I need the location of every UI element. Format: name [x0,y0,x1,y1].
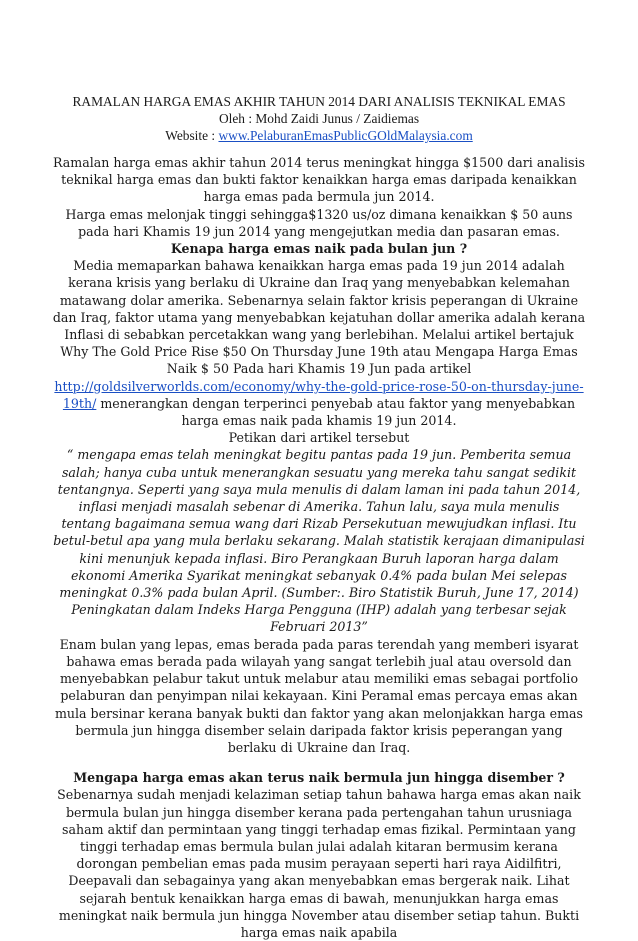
quoted-excerpt: “ mengapa emas telah meningkat begitu pantas pada 19 jun. Pemberita semua salah; hanya cuba untuk menerangkan sesuatu yang mereka tahu sangat sedikit tentangnya. Seperti yang saya mula menulis di dalam laman ini pada tahun 2014, inflasi menjadi masalah sebenar di Amerika. Tahun lalu, saya mula menulis tentang bagaimana semua wang dari Rizab Persekutuan mewujudkan inflasi. Itu betul-betul apa yang mula berlaku sekarang. Malah statistik kerajaan dimanipulasi kini menunjuk kepada inflasi. Biro Perangkaan Buruh laporan harga dalam ekonomi Amerika Syarikat meningkat sebanyak 0.4% pada bulan Mei selepas meningkat 0.3% pada bulan April. (Sumber:. Biro Statistik Buruh, June 17, 2014) Peningkatan dalam Indeks Harga Pengguna (IHP) adalah yang terbesar sejak Februari 2013” [53,447,585,635]
website-label: Website : [165,128,219,143]
body-paragraph-1 [52,257,586,429]
article-link[interactable]: http://goldsilverworlds.com/economy/why-the-gold-price-rose-50-on-thursday-june-19th/ [54,378,584,411]
author-line: Oleh : Mohd Zaidi Junus / Zaidiemas [218,111,420,126]
document-title: RAMALAN HARGA EMAS AKHIR TAHUN 2014 DARI ANALISIS TEKNIKAL EMAS [72,94,566,109]
body-1-text-before-link: Media memaparkan bahawa kenaikkan harga emas pada 19 jun 2014 adalah kerana krisis yang berlaku di Ukraine dan Iraq yang menyebabkan kelemahan matawang dolar amerika. Sebenarnya selain faktor krisis peperangan di Ukraine dan Iraq, faktor utama yang menyebabkan kejatuhan dollar amerika adalah kerana Inflasi di sebabkan percetakkan wang yang berlebihan. Melalui artikel bertajuk Why The Gold Price Rise $50 On Thursday June 19th atau Mengapa Harga Emas Naik $ 50 Pada hari Khamis 19 Jun pada artikel [52,258,586,377]
body-paragraph-3: Sebenarnya sudah menjadi kelaziman setiap tahun bahawa harga emas akan naik bermula bulan jun hingga disember kerana pada pertengahan tahun urusniaga saham aktif dan permintaan yang tinggi terhadap emas fizikal. Permintaan yang tinggi terhadap emas bermula bulan julai adalah kitaran bermusim kerana dorongan pembelian emas pada musim perayaan seperti hari raya Aidilfitri, Deepavali dan sebagainya yang akan menyebabkan emas bergerak naik. Lihat sejarah bentuk kenaikkan harga emas di bawah, menunjukkan harga emas meningkat naik bermula jun hingga November atau disember setiap tahun. Bukti harga emas naik apabila [57,787,581,940]
section-heading-2: Mengapa harga emas akan terus naik bermula jun hingga disember ? [73,770,565,786]
intro-paragraph-1: Ramalan harga emas akhir tahun 2014 terus meningkat hingga $1500 dari analisis teknikal harga emas dan bukti faktor kenaikkan harga emas daripada kenaikkan harga emas pada bermula jun 2014. [53,155,585,205]
body-paragraph-2: Enam bulan yang lepas, emas berada pada paras terendah yang memberi isyarat bahawa emas berada pada wilayah yang sangat terlebih jual atau oversold dan menyebabkan pelabur takut untuk melabur atau memiliki emas sebagai portfolio pelaburan dan penyimpan nilai kekayaan. Kini Peramal emas percaya emas akan mula bersinar kerana banyak bukti dan faktor yang akan melonjakkan harga emas bermula jun hingga disember selain daripada faktor krisis peperangan yang berlaku di Ukraine dan Iraq. [54,636,584,755]
section-heading-1: Kenapa harga emas naik pada bulan jun ? [170,241,468,257]
excerpt-label: Petikan dari artikel tersebut [228,430,410,446]
body-1-text-after-link: menerangkan dengan terperinci penyebab atau faktor yang menyebabkan harga emas naik pada khamis 19 jun 2014. [96,395,576,429]
intro-paragraph-2: Harga emas melonjak tinggi sehingga$1320 us/oz dimana kenaikkan $ 50 auns pada hari Khamis 19 jun 2014 yang mengejutkan media dan pasaran emas. [65,206,573,239]
website-line [52,127,586,144]
document-page [52,93,586,941]
website-link[interactable]: www.PelaburanEmasPublicGOldMalaysia.com [218,128,473,143]
